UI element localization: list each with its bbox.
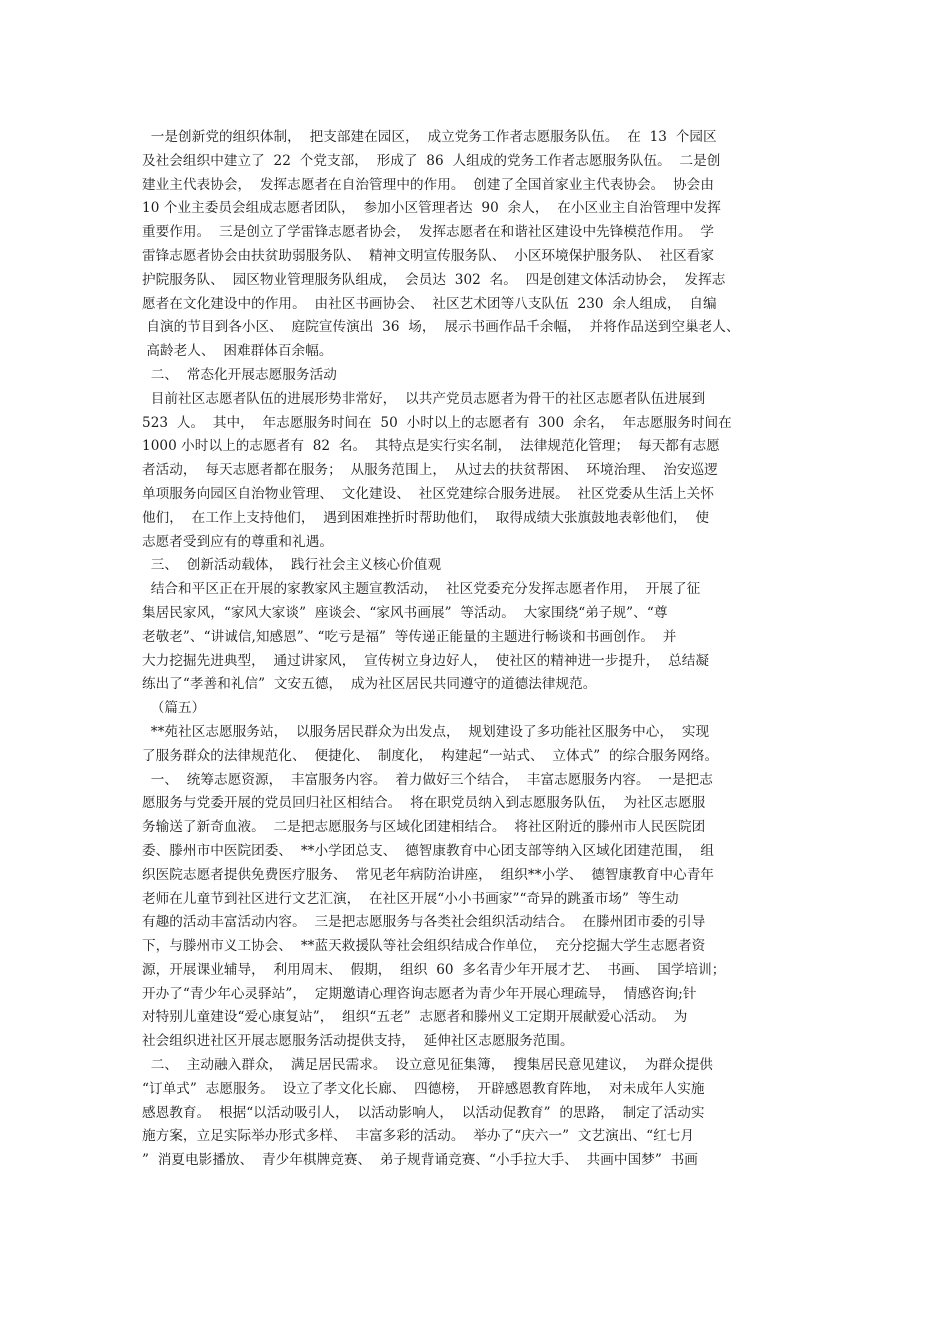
text-line: 感恩教育。 根据“以活动吸引人， 以活动影响人， 以活动促教育” 的思路， 制定了活动实 (142, 1104, 705, 1121)
text-line: 大力挖掘先进典型， 通过讲家风， 宣传树立身边好人， 使社区的精神进一步提升， 总结凝 (142, 652, 710, 669)
text-line: 自演的节目到各小区、 庭院宣传演出 36 场， 展示书画作品千余幅， 并将作品送到空巢老人、 (142, 319, 740, 336)
text-line: “订单式” 志愿服务。 设立了孝文化长廊、 四德榜， 开辟感恩教育阵地， 对未成年人实施 (142, 1080, 705, 1097)
text-line: ” 消夏电影播放、 青少年棋牌竞赛、 弟子规背诵竞赛、“小手拉大手、 共画中国梦” 书画 (142, 1152, 698, 1169)
text-line: 三、 创新活动载体， 践行社会主义核心价值观 (142, 557, 442, 574)
text-line: 523 人。 其中， 年志愿服务时间在 50 小时以上的志愿者有 300 余名， 年志愿服务时间在 (142, 414, 732, 431)
text-line: 建业主代表协会， 发挥志愿者在自治管理中的作用。 创建了全国首家业主代表协会。 协会由 (142, 176, 714, 193)
text-line: 源，开展课业辅导， 利用周末、 假期， 组织 60 多名青少年开展才艺、 书画、 国学培训； (142, 961, 726, 978)
text-line: 织医院志愿者提供免费医疗服务、 常见老年病防治讲座， 组织**小学、 德智康教育中心青年 (142, 866, 715, 883)
text-line: **苑社区志愿服务站， 以服务居民群众为出发点， 规划建设了多功能社区服务中心， 实现 (142, 723, 710, 740)
text-line: 有趣的活动丰富活动内容。 三是把志愿服务与各类社会组织活动结合。 在滕州团市委的引导 (142, 914, 706, 931)
text-line: 务输送了新奇血液。 二是把志愿服务与区域化团建相结合。 将社区附近的滕州市人民医院团 (142, 819, 706, 836)
text-line: 练出了“孝善和礼信” 文安五德， 成为社区居民共同遵守的道德法律规范。 (142, 676, 597, 693)
text-line: 目前社区志愿者队伍的进展形势非常好， 以共产党员志愿者为骨干的社区志愿者队伍进展到 (142, 390, 706, 407)
text-line: 开办了“青少年心灵驿站”， 定期邀请心理咨询志愿者为青少年开展心理疏导， 情感咨询;针 (142, 985, 697, 1002)
text-line: （篇五） (142, 700, 206, 717)
text-line: 愿者在文化建设中的作用。 由社区书画协会、 社区艺术团等八支队伍 230 余人组成， 自编 (142, 295, 717, 312)
text-line: 1000 小时以上的志愿者有 82 名。 其特点是实行实名制， 法律规范化管理； 每天都有志愿 (142, 438, 720, 455)
text-line: 老敬老”、“讲诚信,知感恩”、“吃亏是福” 等传递正能量的主题进行畅谈和书画创作。 并 (142, 628, 677, 645)
text-line: 志愿者受到应有的尊重和礼遇。 (142, 533, 334, 550)
text-line: 愿服务与党委开展的党员回归社区相结合。 将在职党员纳入到志愿服务队伍， 为社区志愿服 (142, 795, 706, 812)
text-line: 结合和平区正在开展的家教家风主题宣教活动， 社区党委充分发挥志愿者作用， 开展了征 (142, 581, 701, 598)
text-line: 了服务群众的法律规范化、 便捷化、 制度化， 构建起“一站式、 立体式” 的综合服务网络。 (142, 747, 719, 764)
text-line: 单项服务向园区自治物业管理、 文化建设、 社区党建综合服务进展。 社区党委从生活上关怀 (142, 485, 714, 502)
text-line: 下，与滕州市义工协会、 **蓝天救援队等社会组织结成合作单位， 充分挖掘大学生志愿者资 (142, 938, 706, 955)
text-line: 二、 主动融入群众， 满足居民需求。 设立意见征集簿， 搜集居民意见建议， 为群众提供 (142, 1057, 713, 1074)
text-line: 雷锋志愿者协会由扶贫助弱服务队、 精神文明宣传服务队、 小区环境保护服务队、 社区看家 (142, 247, 714, 264)
text-line: 二、 常态化开展志愿服务活动 (142, 366, 337, 383)
text-line: 一、 统筹志愿资源， 丰富服务内容。 着力做好三个结合， 丰富志愿服务内容。 一是把志 (142, 771, 713, 788)
document-body (142, 126, 822, 1173)
text-line: 重要作用。 三是创立了学雷锋志愿者协会， 发挥志愿者在和谐社区建设中先锋模范作用。 学 (142, 224, 714, 241)
text-line: 集居民家风，“家风大家谈” 座谈会、“家风书画展” 等活动。 大家围绕“弟子规”、“尊 (142, 604, 668, 621)
text-line: 老师在儿童节到社区进行文艺汇演， 在社区开展“小小书画家”“奇异的跳蚤市场” 等生动 (142, 890, 679, 907)
text-line: 及社会组织中建立了 22 个党支部， 形成了 86 人组成的党务工作者志愿服务队伍。 二是创 (142, 152, 721, 169)
text-line: 高龄老人、 困难群体百余幅。 (142, 343, 333, 360)
text-line: 一是创新党的组织体制， 把支部建在园区， 成立党务工作者志愿服务队伍。 在 13 个园区 (142, 129, 717, 145)
text-line: 对特别儿童建设“爱心康复站”， 组织“五老” 志愿者和滕州义工定期开展献爱心活动。 为 (142, 1009, 688, 1026)
text-line: 委、滕州市中医院团委、 **小学团总支、 德智康教育中心团支部等纳入区域化团建范围， 组 (142, 842, 715, 859)
text-line: 社会组织进社区开展志愿服务活动提供支持， 延伸社区志愿服务范围。 (142, 1033, 574, 1050)
text-line: 10 个业主委员会组成志愿者团队， 参加小区管理者达 90 余人， 在小区业主自治管理中发挥 (142, 200, 721, 217)
text-line: 者活动， 每天志愿者都在服务； 从服务范围上， 从过去的扶贫帮困、 环境治理、 治安巡逻 (142, 462, 718, 479)
text-line: 护院服务队、 园区物业管理服务队组成， 会员达 302 名。 四是创建文体活动协会， 发挥志 (142, 271, 726, 288)
text-line: 施方案，立足实际举办形式多样、 丰富多彩的活动。 举办了“庆六一” 文艺演出、“红七月 (142, 1128, 695, 1145)
text-line: 他们， 在工作上支持他们， 遇到困难挫折时帮助他们， 取得成绩大张旗鼓地表彰他们， 使 (142, 509, 710, 526)
